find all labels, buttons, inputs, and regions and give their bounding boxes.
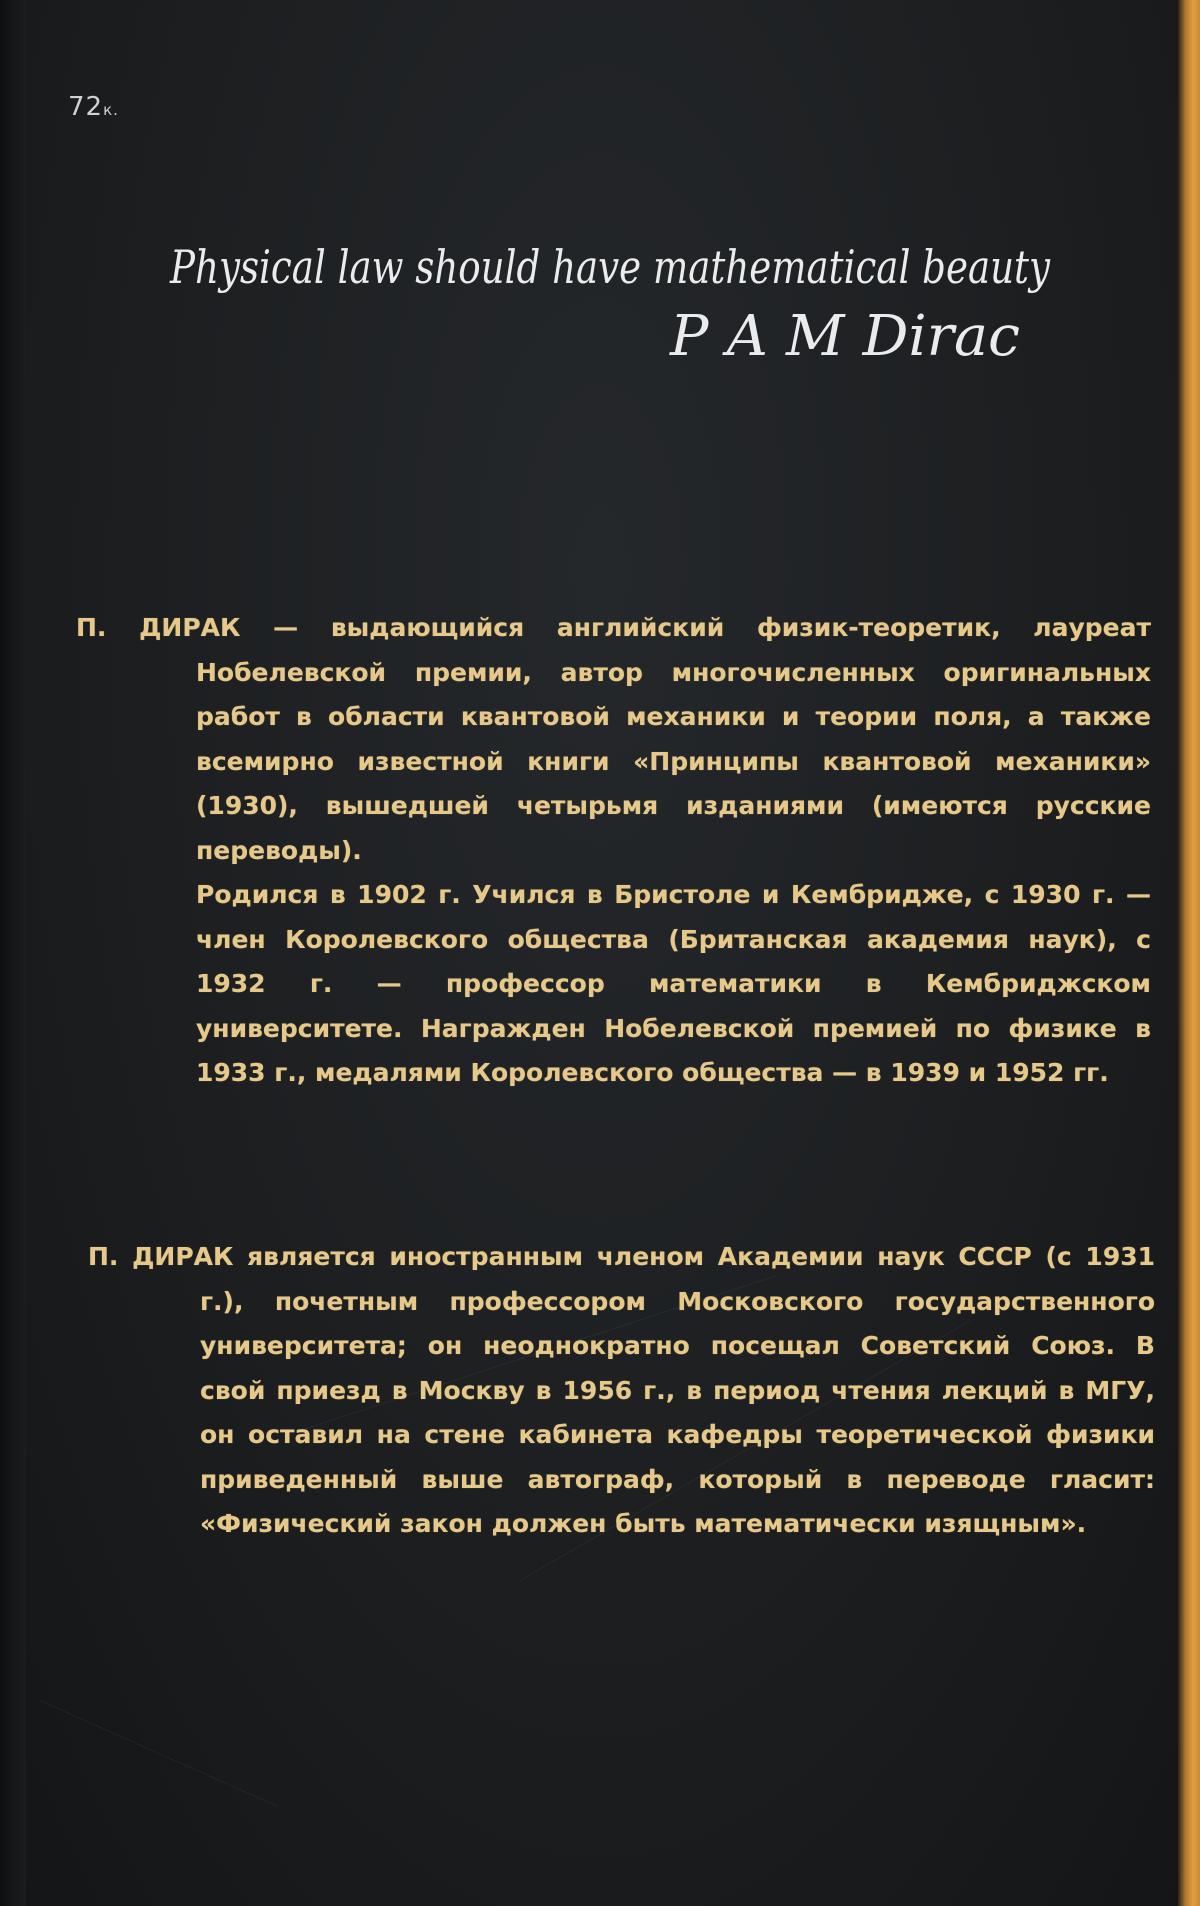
ussr-paragraph: П. ДИРАК является иностранным членом Академии наук СССР (с 1931 г.), почетным профессором Московского государственного университета; он неоднократно посещал Советский Союз. В свой приезд в Москву в 1956 г., в период чтения лекций в МГУ, он оставил на стене кабинета кафедры теоретической физики приведенный выше автограф, который в переводе гласит: «Физический закон должен быть математически изящным». bbox=[88, 1242, 1155, 1538]
biography-paragraph-1: П. ДИРАК — выдающийся английский физик-теоретик, лауреат Нобелевской премии, автор многочисленных оригинальных работ в области квантовой механики и теории поля, а также всемирно известной книги «Принципы квантовой механики» (1930), вышедшей четырьмя изданиями (имеются русские переводы). bbox=[76, 613, 1151, 865]
cover-left-edge bbox=[0, 0, 26, 1906]
ussr-connection-block bbox=[88, 1235, 1155, 1547]
price-label bbox=[68, 92, 119, 122]
biography-paragraph-2: Родился в 1902 г. Учился в Бристоле и Кембридже, с 1930 г. — член Королевского общества (Британская академия наук), с 1932 г. — профессор математики в Кембриджском университете. Награжден Нобелевской премией по физике в 1933 г., медалями Королевского общества — в 1939 и 1952 гг. bbox=[196, 880, 1151, 1087]
biography-block bbox=[76, 606, 1151, 1096]
autograph-quote: Physical law should have mathematical beauty bbox=[169, 240, 1051, 294]
autograph-signature: P A M Dirac bbox=[668, 304, 1020, 369]
spine-edge bbox=[1178, 0, 1200, 1906]
dirac-autograph bbox=[170, 225, 1070, 375]
price-value: 72 bbox=[68, 92, 104, 122]
price-unit: к. bbox=[103, 101, 119, 119]
wear-scratch bbox=[40, 1700, 278, 1807]
